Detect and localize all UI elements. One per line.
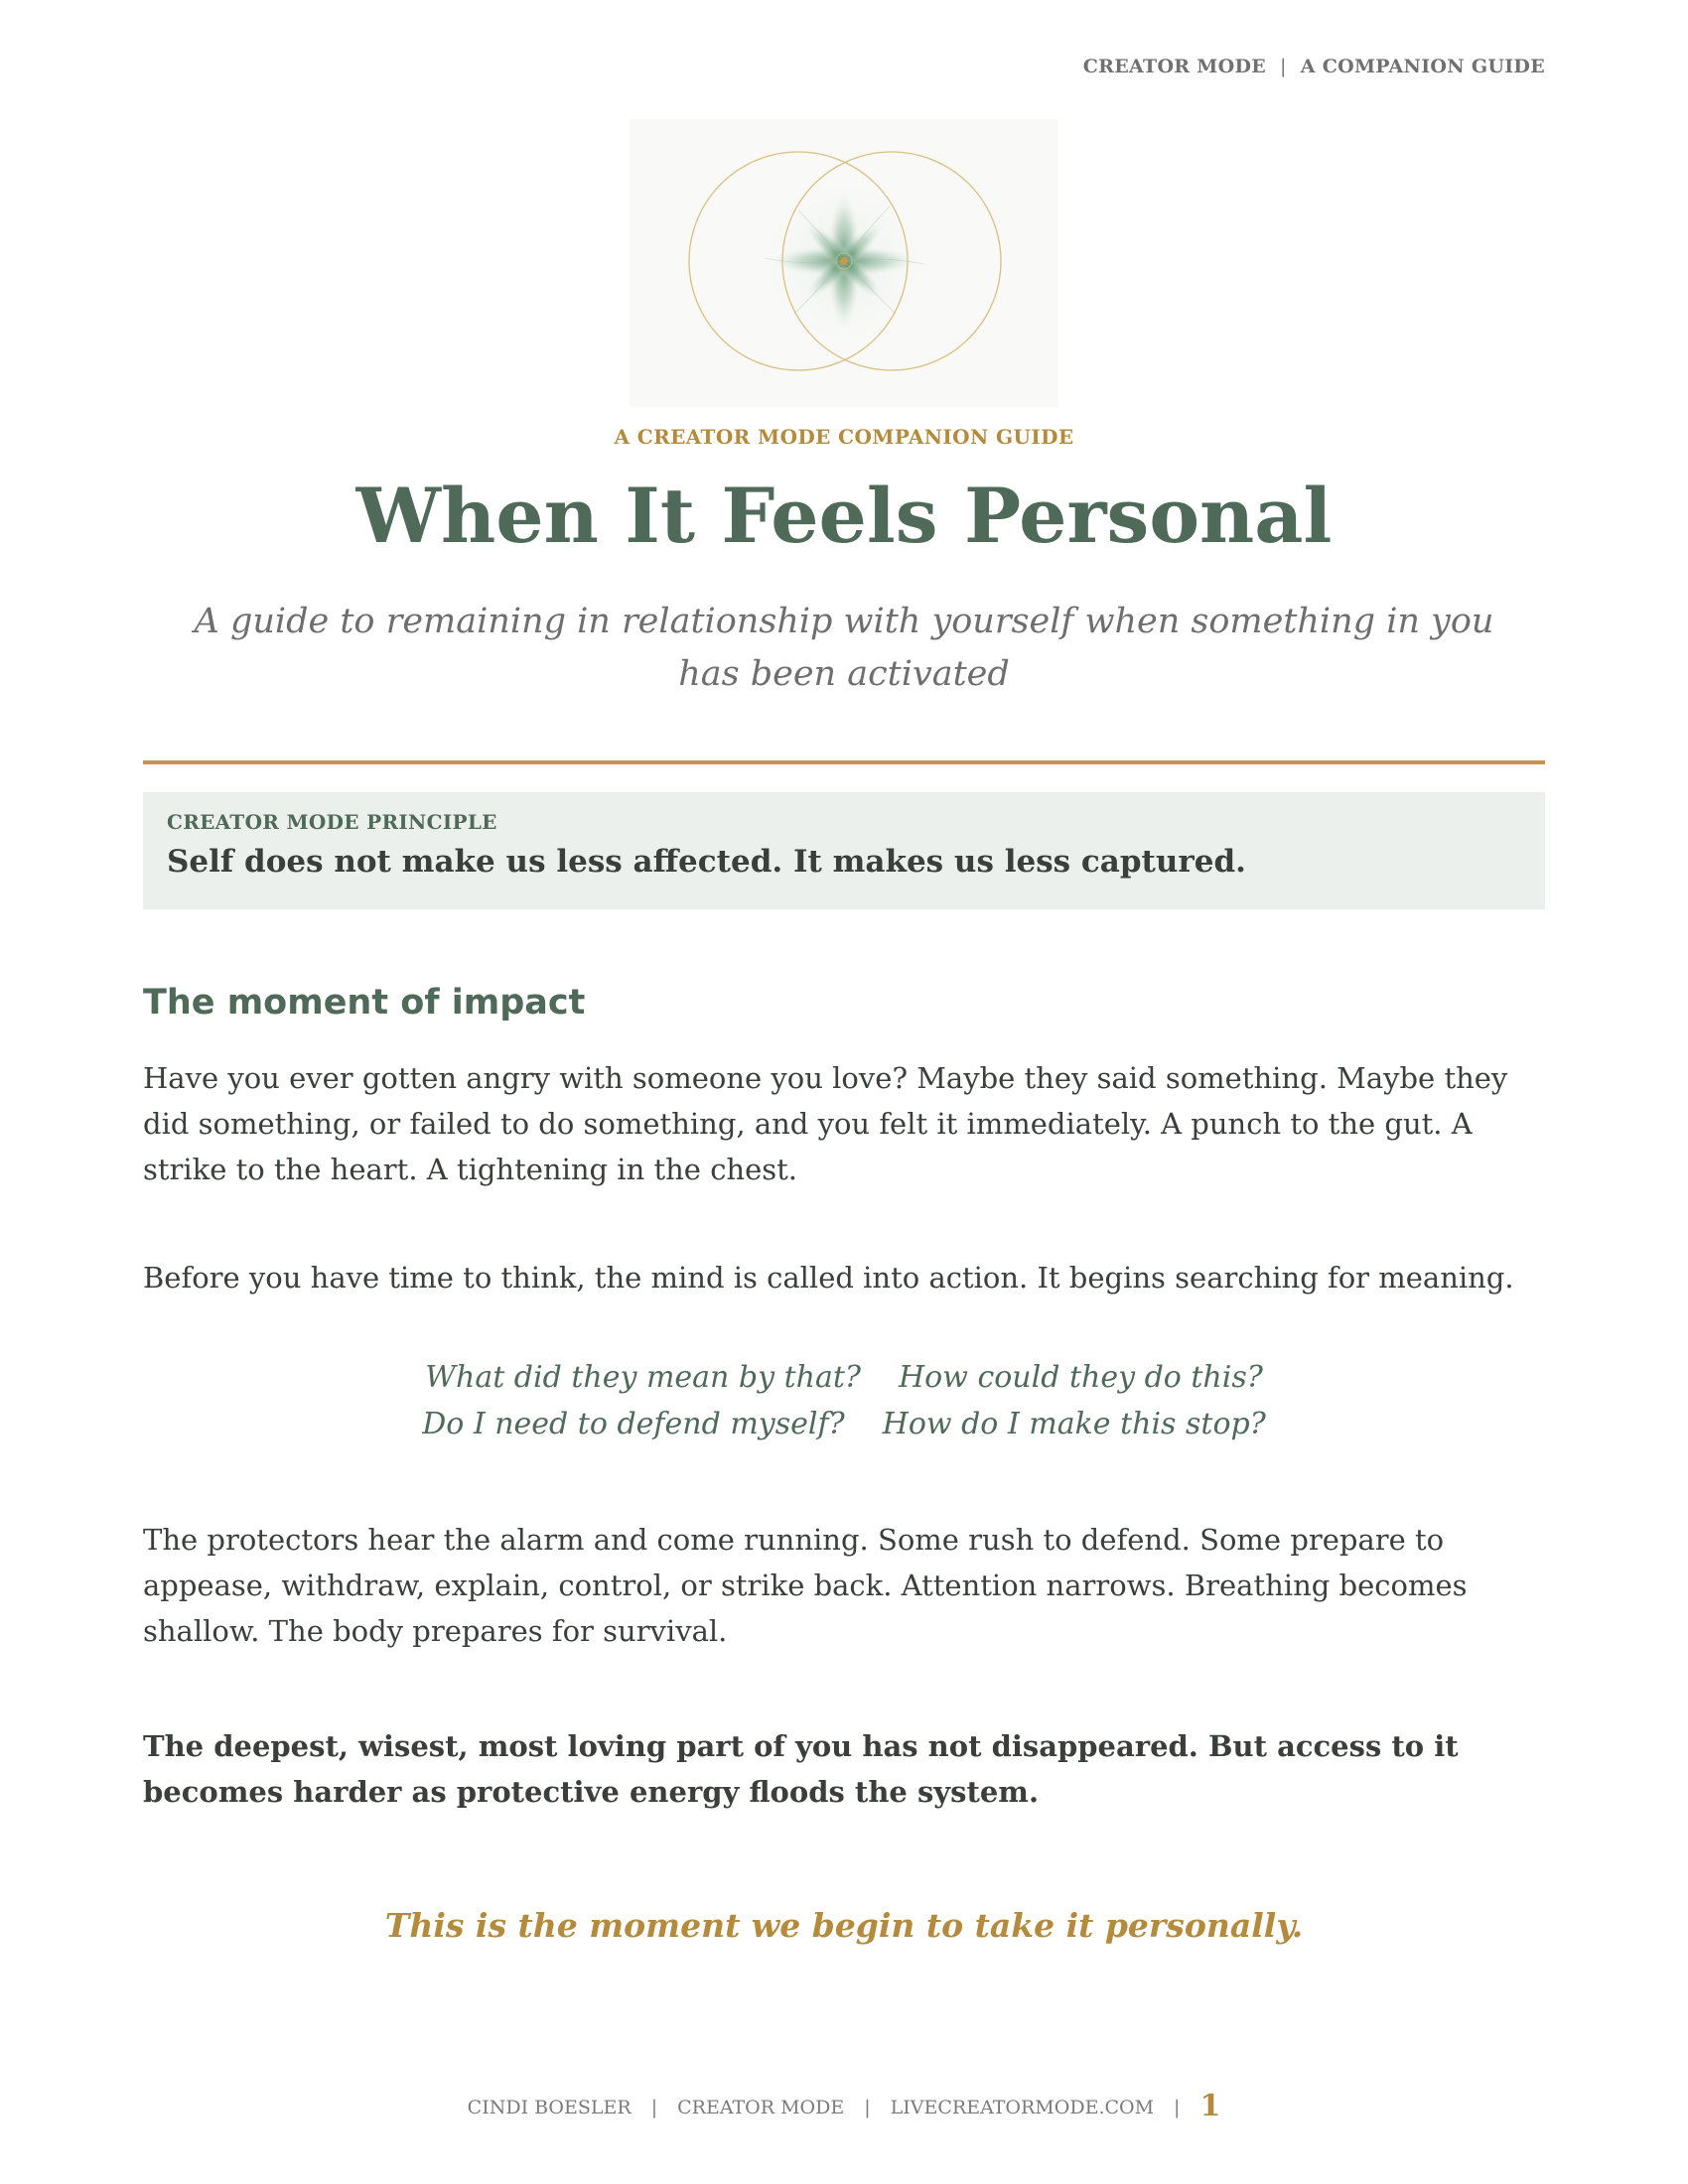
page-title: When It Feels Personal xyxy=(355,472,1333,560)
page-subtitle: A guide to remaining in relationship with yourself when something in you has been activated xyxy=(194,602,1494,694)
footer-brand: CREATOR MODE xyxy=(677,2097,845,2118)
hero-illustration xyxy=(630,119,1058,407)
paragraph-impact: Have you ever gotten angry with someone you love? Maybe they said something. Maybe they did something, or failed to do something, and you felt it immediately. A punch to the gut. A strike to the heart. A tightening in the chest. xyxy=(143,1061,1508,1186)
header-separator: | xyxy=(1280,56,1287,77)
footer-author: CINDI BOESLER xyxy=(467,2097,632,2118)
flower-center xyxy=(840,257,848,265)
question-row xyxy=(0,1354,1688,1401)
header-brand: CREATOR MODE xyxy=(1082,56,1267,77)
guide-kicker: A CREATOR MODE COMPANION GUIDE xyxy=(614,425,1074,449)
principle-statement: Self does not make us less affected. It makes us less captured. xyxy=(167,844,1246,880)
page-footer xyxy=(0,2089,1688,2123)
section-heading: The moment of impact xyxy=(143,983,586,1023)
paragraph-deepest-self: The deepest, wisest, most loving part of you has not disappeared. But access to it becomes harder as protective energy floods the system. xyxy=(143,1729,1459,1809)
paragraph-protectors: The protectors hear the alarm and come running. Some rush to defend. Some prepare to appease, withdraw, explain, control, or strike back. Attention narrows. Breathing becomes shallow. The body prepares for survival. xyxy=(143,1523,1468,1648)
principle-label: CREATOR MODE PRINCIPLE xyxy=(167,810,497,834)
principle-callout xyxy=(143,792,1545,909)
question-item: What did they mean by that? xyxy=(425,1360,861,1395)
inner-questions xyxy=(0,1354,1688,1447)
footer-separator: | xyxy=(864,2097,871,2118)
question-item: Do I need to defend myself? xyxy=(422,1407,845,1441)
section-divider xyxy=(143,760,1545,764)
footer-separator: | xyxy=(1174,2097,1181,2118)
question-item: How do I make this stop? xyxy=(882,1407,1266,1441)
page-number: 1 xyxy=(1199,2089,1221,2123)
vesica-flower-icon xyxy=(630,119,1058,407)
paragraph-mind: Before you have time to think, the mind is called into action. It begins searching for meaning. xyxy=(143,1261,1514,1295)
question-item: How could they do this? xyxy=(899,1360,1263,1395)
question-row xyxy=(0,1401,1688,1447)
footer-separator: | xyxy=(650,2097,658,2118)
footer-website: LIVECREATORMODE.COM xyxy=(890,2097,1155,2118)
header-guide-label: A COMPANION GUIDE xyxy=(1300,56,1545,77)
running-header xyxy=(1083,56,1545,77)
closing-line: This is the moment we begin to take it personally. xyxy=(384,1906,1304,1945)
